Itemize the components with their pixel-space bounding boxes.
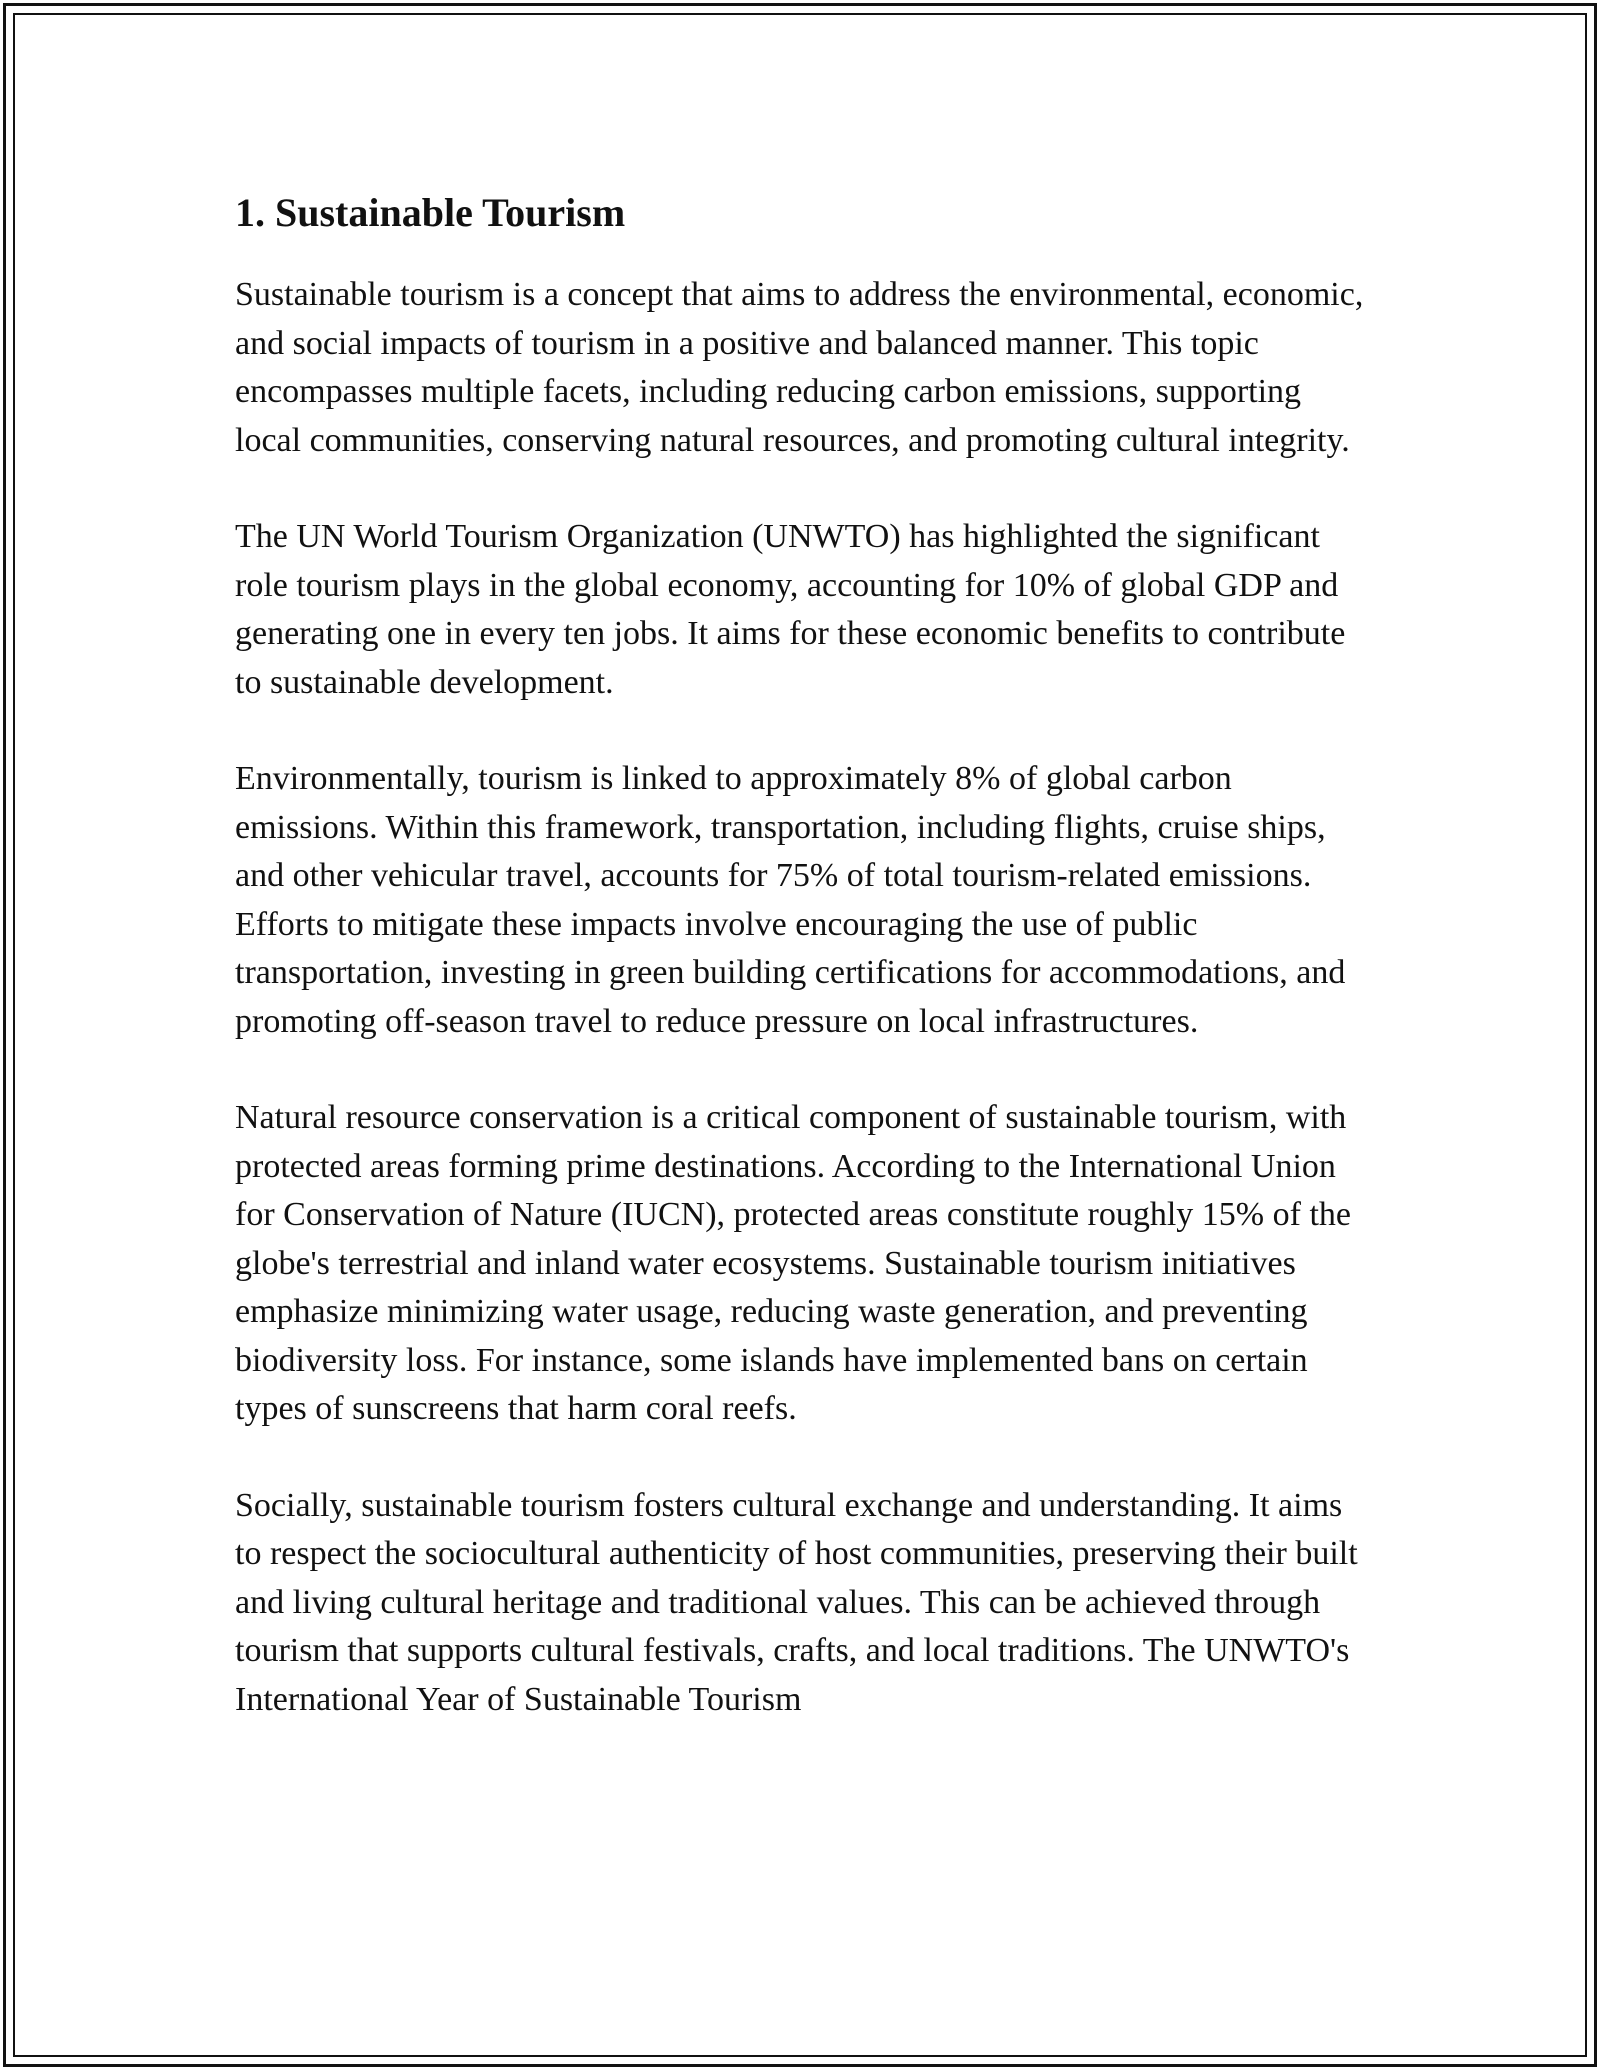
section-heading: 1. Sustainable Tourism [235,190,626,235]
paragraph-intro: Sustainable tourism is a concept that aims to address the environmental, economic, and social impacts of tourism in a positive and balanced manner. This topic encompasses multiple facets, including reducing carbon emissions, supporting local communities, conserving natural resources, and promoting cultural integrity. [235,276,1364,459]
paragraph-environment: Environmentally, tourism is linked to approximately 8% of global carbon emissions. Within this framework, transportation, including flights, cruise ships, and other vehicular travel, accounts for 75% of total tourism-related emissions. Efforts to mitigate these impacts involve encouraging the use of public transportation, investing in green building certifications for accommodations, and promoting off-season travel to reduce pressure on local infrastructures. [235,760,1346,1040]
document-body [235,183,1375,1772]
paragraph-social: Socially, sustainable tourism fosters cultural exchange and understanding. It aims to respect the sociocultural authenticity of host communities, preserving their built and living cultural heritage and traditional values. This can be achieved through tourism that supports cultural festivals, crafts, and local traditions. The UNWTO's International Year of Sustainable Tourism [235,1486,1358,1718]
paragraph-economy: The UN World Tourism Organization (UNWTO) has highlighted the significant role tourism plays in the global economy, accounting for 10% of global GDP and generating one in every ten jobs. It aims for these economic benefits to contribute to sustainable development. [235,518,1346,701]
paragraph-conservation: Natural resource conservation is a critical component of sustainable tourism, with protected areas forming prime destinations. According to the International Union for Conservation of Nature (IUCN), protected areas constitute roughly 15% of the globe's terrestrial and inland water ecosystems. Sustainable tourism initiatives emphasize minimizing water usage, reducing waste generation, and preventing biodiversity loss. For instance, some islands have implemented bans on certain types of sunscreens that harm coral reefs. [235,1099,1351,1427]
